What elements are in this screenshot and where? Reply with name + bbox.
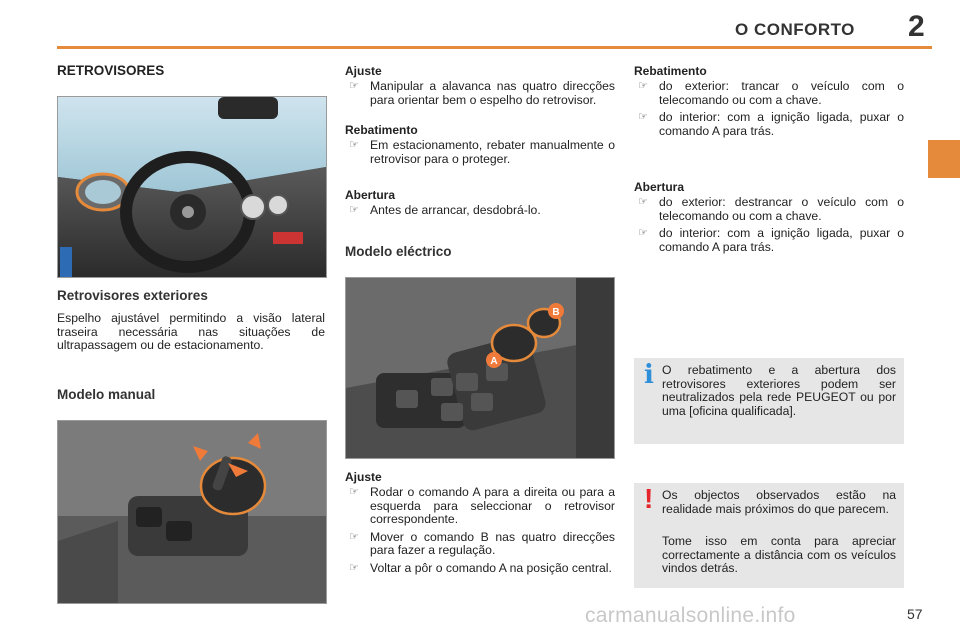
- car-interior-illustration: [58, 97, 326, 277]
- hand-pointer-icon: ☞: [349, 80, 359, 92]
- exterior-mirrors-title: Retrovisores exteriores: [57, 288, 208, 303]
- ajuste-list: [345, 80, 615, 111]
- manual-model-title: Modelo manual: [57, 387, 156, 402]
- manual-control-illustration: [58, 421, 326, 603]
- info-text: O rebatimento e a abertura dos retrovisores exteriores podem ser neutralizados pela rede PEUGEOT ou por uma [oficina qualificada].: [662, 363, 896, 418]
- hand-pointer-icon: ☞: [349, 139, 359, 151]
- abertura-list: [345, 204, 615, 222]
- header-rule: [57, 46, 932, 49]
- warning-box: [634, 483, 904, 588]
- electric-control-illustration: [346, 278, 614, 458]
- rebatimento-right-label: Rebatimento: [634, 64, 707, 78]
- hand-pointer-icon: ☞: [349, 486, 359, 498]
- ajuste-label: Ajuste: [345, 64, 382, 78]
- hand-pointer-icon: ☞: [638, 227, 648, 239]
- electric-mirror-control-photo: [345, 277, 615, 459]
- list-item: ☞ do exterior: destrancar o veículo com o telecomando ou com a chave.: [638, 195, 904, 223]
- hand-pointer-icon: ☞: [349, 561, 359, 574]
- list-item: ☞ Em estacionamento, rebater manualmente o retrovisor para o proteger.: [349, 138, 615, 166]
- manual-mirror-control-photo: [57, 420, 327, 604]
- watermark: carmanualsonline.info: [585, 604, 796, 627]
- exterior-mirrors-text: Espelho ajustável permitindo a visão lateral traseira necessária nas situações de ultrapassagem ou de estacionamento.: [57, 311, 325, 352]
- ajuste-electric-list: [345, 486, 615, 579]
- abertura-label: Abertura: [345, 188, 396, 202]
- warning-icon: !: [644, 483, 654, 514]
- control-a-label: A: [490, 356, 498, 367]
- chapter-tab: [928, 140, 960, 178]
- warning-text-2: Tome isso em conta para apreciar correctamente a distância com os veículos vindos detrás.: [662, 534, 896, 575]
- ajuste-electric-label: Ajuste: [345, 470, 382, 484]
- hand-pointer-icon: ☞: [638, 196, 648, 208]
- list-item: ☞ do interior: com a ignição ligada, puxar o comando A para trás.: [638, 110, 904, 138]
- hand-pointer-icon: ☞: [638, 111, 648, 123]
- list-item: ☞ do interior: com a ignição ligada, puxar o comando A para trás.: [638, 226, 904, 254]
- rebatimento-right-list: [634, 80, 904, 142]
- abertura-right-list: [634, 196, 904, 258]
- info-icon: i: [644, 360, 654, 390]
- chapter-number: 2: [908, 10, 925, 43]
- hand-pointer-icon: ☞: [349, 204, 359, 216]
- hand-pointer-icon: ☞: [638, 80, 648, 92]
- control-b-label: B: [552, 307, 560, 318]
- hand-pointer-icon: ☞: [349, 530, 359, 543]
- list-item: ☞ Manipular a alavanca nas quatro direcções para orientar bem o espelho do retrovisor.: [349, 79, 615, 107]
- list-item: ☞ Voltar a pôr o comando A na posição central.: [349, 560, 612, 575]
- rebatimento-label: Rebatimento: [345, 123, 418, 137]
- rebatimento-list: [345, 139, 615, 170]
- list-item: ☞ Rodar o comando A para a direita ou para a esquerda para seleccionar o retrovisor correspondente.: [349, 485, 615, 526]
- electric-model-title: Modelo eléctrico: [345, 244, 452, 259]
- abertura-right-label: Abertura: [634, 180, 685, 194]
- chapter-title: O CONFORTO: [735, 20, 855, 39]
- info-box: [634, 358, 904, 444]
- page-number: 57: [907, 606, 923, 622]
- warning-text-1: Os objectos observados estão na realidade mais próximos do que parecem.: [662, 488, 896, 516]
- list-item: ☞ do exterior: trancar o veículo com o telecomando ou com a chave.: [638, 79, 904, 107]
- list-item: ☞ Mover o comando B nas quatro direcções para fazer a regulação.: [349, 529, 615, 557]
- list-item: ☞ Antes de arrancar, desdobrá-lo.: [349, 203, 541, 217]
- car-interior-photo: [57, 96, 327, 278]
- section-title: RETROVISORES: [57, 63, 165, 78]
